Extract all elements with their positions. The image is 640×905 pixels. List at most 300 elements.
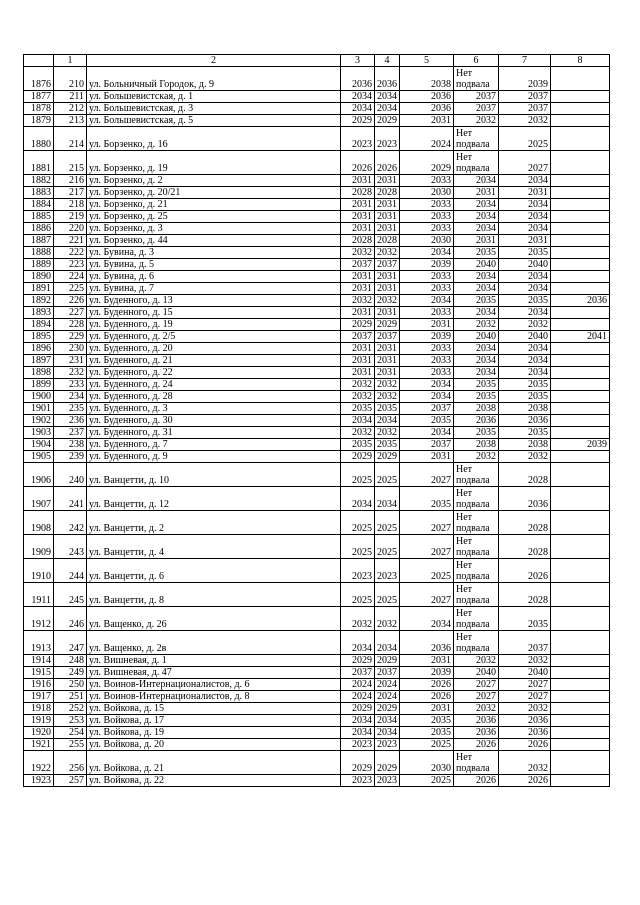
- col4-year-cell: 2025: [375, 583, 400, 607]
- table-row: [24, 103, 610, 115]
- table-row: [24, 727, 610, 739]
- col8-year-cell: [551, 355, 610, 367]
- col3-year-cell: 2035: [341, 403, 375, 415]
- col7-year-cell: 2034: [499, 175, 551, 187]
- col3-year-cell: 2028: [341, 187, 375, 199]
- col6-cell: 2035: [454, 247, 499, 259]
- header-cell-5: 5: [400, 55, 454, 67]
- row-number-cell: 1882: [24, 175, 54, 187]
- col5-year-cell: 2038: [400, 67, 454, 91]
- col8-year-cell: [551, 319, 610, 331]
- col4-year-cell: 2031: [375, 367, 400, 379]
- col6-cell: 2038: [454, 403, 499, 415]
- item-id-cell: 240: [54, 463, 87, 487]
- col7-year-cell: 2026: [499, 739, 551, 751]
- table-row: [24, 655, 610, 667]
- col5-year-cell: 2024: [400, 127, 454, 151]
- col6-cell: 2032: [454, 115, 499, 127]
- col5-year-cell: 2033: [400, 343, 454, 355]
- row-number-cell: 1906: [24, 463, 54, 487]
- row-number-cell: 1878: [24, 103, 54, 115]
- col3-year-cell: 2023: [341, 739, 375, 751]
- col5-year-cell: 2033: [400, 211, 454, 223]
- row-number-cell: 1910: [24, 559, 54, 583]
- col4-year-cell: 2031: [375, 199, 400, 211]
- col8-year-cell: 2041: [551, 331, 610, 343]
- col7-year-cell: 2039: [499, 67, 551, 91]
- col3-year-cell: 2034: [341, 715, 375, 727]
- row-number-cell: 1919: [24, 715, 54, 727]
- col4-year-cell: 2034: [375, 415, 400, 427]
- table-row: [24, 751, 610, 775]
- col3-year-cell: 2032: [341, 379, 375, 391]
- table-row: [24, 559, 610, 583]
- col4-year-cell: 2032: [375, 607, 400, 631]
- col6-cell: 2036: [454, 727, 499, 739]
- table-row: [24, 271, 610, 283]
- col7-year-cell: 2038: [499, 403, 551, 415]
- address-cell: ул. Бувина, д. 7: [87, 283, 341, 295]
- col7-year-cell: 2040: [499, 331, 551, 343]
- col5-year-cell: 2035: [400, 415, 454, 427]
- col3-year-cell: 2032: [341, 427, 375, 439]
- col8-year-cell: [551, 391, 610, 403]
- col6-cell: 2037: [454, 103, 499, 115]
- item-id-cell: 248: [54, 655, 87, 667]
- col5-year-cell: 2034: [400, 607, 454, 631]
- row-number-cell: 1881: [24, 151, 54, 175]
- address-cell: ул. Большевистская, д. 1: [87, 91, 341, 103]
- table-row: [24, 319, 610, 331]
- col4-year-cell: 2034: [375, 715, 400, 727]
- address-cell: ул. Буденного, д. 2/5: [87, 331, 341, 343]
- col7-year-cell: 2028: [499, 583, 551, 607]
- table-row: [24, 199, 610, 211]
- col6-cell: 2034: [454, 223, 499, 235]
- col4-year-cell: 2025: [375, 463, 400, 487]
- row-number-cell: 1884: [24, 199, 54, 211]
- col8-year-cell: [551, 211, 610, 223]
- address-cell: ул. Буденного, д. 15: [87, 307, 341, 319]
- item-id-cell: 210: [54, 67, 87, 91]
- col3-year-cell: 2025: [341, 511, 375, 535]
- col8-year-cell: [551, 679, 610, 691]
- col3-year-cell: 2029: [341, 751, 375, 775]
- col4-year-cell: 2035: [375, 439, 400, 451]
- col5-year-cell: 2034: [400, 295, 454, 307]
- col6-cell: 2040: [454, 331, 499, 343]
- col8-year-cell: [551, 427, 610, 439]
- table-row: [24, 343, 610, 355]
- row-number-cell: 1921: [24, 739, 54, 751]
- table-row: [24, 295, 610, 307]
- col6-cell: Нет подвала: [454, 535, 499, 559]
- item-id-cell: 244: [54, 559, 87, 583]
- row-number-cell: 1904: [24, 439, 54, 451]
- col5-year-cell: 2033: [400, 355, 454, 367]
- address-cell: ул. Ващенко, д. 26: [87, 607, 341, 631]
- col8-year-cell: [551, 703, 610, 715]
- col3-year-cell: 2024: [341, 691, 375, 703]
- col4-year-cell: 2036: [375, 67, 400, 91]
- table-row: [24, 307, 610, 319]
- col7-year-cell: 2028: [499, 535, 551, 559]
- col8-year-cell: [551, 451, 610, 463]
- col6-cell: 2031: [454, 235, 499, 247]
- row-number-cell: 1896: [24, 343, 54, 355]
- col6-cell: 2026: [454, 775, 499, 787]
- row-number-cell: 1899: [24, 379, 54, 391]
- col7-year-cell: 2027: [499, 691, 551, 703]
- col7-year-cell: 2027: [499, 679, 551, 691]
- schedule-table: [23, 54, 610, 787]
- col8-year-cell: [551, 751, 610, 775]
- col6-cell: 2032: [454, 655, 499, 667]
- col8-year-cell: [551, 559, 610, 583]
- table-row: [24, 415, 610, 427]
- col4-year-cell: 2035: [375, 403, 400, 415]
- col8-year-cell: [551, 115, 610, 127]
- header-cell-blank: [24, 55, 54, 67]
- col8-year-cell: [551, 691, 610, 703]
- address-cell: ул. Борзенко, д. 2: [87, 175, 341, 187]
- address-cell: ул. Ващенко, д. 2в: [87, 631, 341, 655]
- item-id-cell: 241: [54, 487, 87, 511]
- table-row: [24, 691, 610, 703]
- col8-year-cell: [551, 631, 610, 655]
- col6-cell: Нет подвала: [454, 487, 499, 511]
- address-cell: ул. Борзенко, д. 25: [87, 211, 341, 223]
- row-number-cell: 1897: [24, 355, 54, 367]
- header-cell-8: 8: [551, 55, 610, 67]
- col8-year-cell: [551, 607, 610, 631]
- col3-year-cell: 2029: [341, 451, 375, 463]
- col5-year-cell: 2027: [400, 583, 454, 607]
- col7-year-cell: 2035: [499, 391, 551, 403]
- col7-year-cell: 2035: [499, 295, 551, 307]
- col5-year-cell: 2036: [400, 103, 454, 115]
- item-id-cell: 237: [54, 427, 87, 439]
- col6-cell: Нет подвала: [454, 67, 499, 91]
- col4-year-cell: 2037: [375, 667, 400, 679]
- col7-year-cell: 2036: [499, 727, 551, 739]
- table-row: [24, 151, 610, 175]
- address-cell: ул. Больничный Городок, д. 9: [87, 67, 341, 91]
- col7-year-cell: 2036: [499, 487, 551, 511]
- col5-year-cell: 2031: [400, 655, 454, 667]
- table-row: [24, 211, 610, 223]
- address-cell: ул. Ванцетти, д. 4: [87, 535, 341, 559]
- row-number-cell: 1902: [24, 415, 54, 427]
- col5-year-cell: 2033: [400, 199, 454, 211]
- header-cell-7: 7: [499, 55, 551, 67]
- row-number-cell: 1913: [24, 631, 54, 655]
- table-row: [24, 115, 610, 127]
- table-row: [24, 775, 610, 787]
- col7-year-cell: 2034: [499, 367, 551, 379]
- item-id-cell: 234: [54, 391, 87, 403]
- col3-year-cell: 2031: [341, 307, 375, 319]
- row-number-cell: 1923: [24, 775, 54, 787]
- row-number-cell: 1907: [24, 487, 54, 511]
- col3-year-cell: 2031: [341, 283, 375, 295]
- col3-year-cell: 2031: [341, 223, 375, 235]
- col5-year-cell: 2027: [400, 511, 454, 535]
- col5-year-cell: 2034: [400, 247, 454, 259]
- row-number-cell: 1900: [24, 391, 54, 403]
- address-cell: ул. Буденного, д. 13: [87, 295, 341, 307]
- col8-year-cell: [551, 223, 610, 235]
- col3-year-cell: 2034: [341, 415, 375, 427]
- table-row: [24, 259, 610, 271]
- col8-year-cell: [551, 583, 610, 607]
- item-id-cell: 218: [54, 199, 87, 211]
- col7-year-cell: 2034: [499, 355, 551, 367]
- item-id-cell: 226: [54, 295, 87, 307]
- col7-year-cell: 2032: [499, 655, 551, 667]
- table-row: [24, 67, 610, 91]
- item-id-cell: 238: [54, 439, 87, 451]
- address-cell: ул. Буденного, д. 7: [87, 439, 341, 451]
- col3-year-cell: 2036: [341, 67, 375, 91]
- col4-year-cell: 2029: [375, 655, 400, 667]
- address-cell: ул. Войкова, д. 21: [87, 751, 341, 775]
- col3-year-cell: 2023: [341, 775, 375, 787]
- col7-year-cell: 2034: [499, 271, 551, 283]
- col4-year-cell: 2024: [375, 679, 400, 691]
- address-cell: ул. Буденного, д. 30: [87, 415, 341, 427]
- col7-year-cell: 2035: [499, 427, 551, 439]
- address-cell: ул. Борзенко, д. 20/21: [87, 187, 341, 199]
- item-id-cell: 215: [54, 151, 87, 175]
- col6-cell: 2031: [454, 187, 499, 199]
- address-cell: ул. Бувина, д. 6: [87, 271, 341, 283]
- col7-year-cell: 2038: [499, 439, 551, 451]
- table-row: [24, 511, 610, 535]
- item-id-cell: 230: [54, 343, 87, 355]
- col7-year-cell: 2031: [499, 187, 551, 199]
- col8-year-cell: [551, 343, 610, 355]
- col3-year-cell: 2029: [341, 115, 375, 127]
- col4-year-cell: 2037: [375, 259, 400, 271]
- col6-cell: 2040: [454, 667, 499, 679]
- col5-year-cell: 2035: [400, 715, 454, 727]
- header-cell-1: 1: [54, 55, 87, 67]
- col6-cell: 2027: [454, 691, 499, 703]
- col6-cell: 2032: [454, 451, 499, 463]
- table-row: [24, 739, 610, 751]
- col3-year-cell: 2037: [341, 331, 375, 343]
- col6-cell: 2038: [454, 439, 499, 451]
- col7-year-cell: 2035: [499, 247, 551, 259]
- col6-cell: 2034: [454, 283, 499, 295]
- col5-year-cell: 2031: [400, 703, 454, 715]
- col3-year-cell: 2028: [341, 235, 375, 247]
- col4-year-cell: 2034: [375, 727, 400, 739]
- address-cell: ул. Ванцетти, д. 2: [87, 511, 341, 535]
- row-number-cell: 1892: [24, 295, 54, 307]
- col8-year-cell: [551, 535, 610, 559]
- col4-year-cell: 2023: [375, 775, 400, 787]
- table-row: [24, 535, 610, 559]
- col6-cell: Нет подвала: [454, 511, 499, 535]
- row-number-cell: 1893: [24, 307, 54, 319]
- col4-year-cell: 2029: [375, 451, 400, 463]
- col4-year-cell: 2037: [375, 331, 400, 343]
- row-number-cell: 1903: [24, 427, 54, 439]
- col4-year-cell: 2024: [375, 691, 400, 703]
- col5-year-cell: 2030: [400, 751, 454, 775]
- col8-year-cell: [551, 175, 610, 187]
- address-cell: ул. Буденного, д. 24: [87, 379, 341, 391]
- col8-year-cell: [551, 187, 610, 199]
- col7-year-cell: 2028: [499, 511, 551, 535]
- col5-year-cell: 2025: [400, 739, 454, 751]
- col6-cell: Нет подвала: [454, 127, 499, 151]
- row-number-cell: 1911: [24, 583, 54, 607]
- row-number-cell: 1877: [24, 91, 54, 103]
- col6-cell: 2034: [454, 307, 499, 319]
- col6-cell: 2027: [454, 679, 499, 691]
- address-cell: ул. Большевистская, д. 5: [87, 115, 341, 127]
- col3-year-cell: 2031: [341, 367, 375, 379]
- col4-year-cell: 2028: [375, 235, 400, 247]
- col4-year-cell: 2029: [375, 751, 400, 775]
- col8-year-cell: 2036: [551, 295, 610, 307]
- col4-year-cell: 2034: [375, 103, 400, 115]
- item-id-cell: 249: [54, 667, 87, 679]
- col3-year-cell: 2037: [341, 259, 375, 271]
- address-cell: ул. Борзенко, д. 16: [87, 127, 341, 151]
- table-row: [24, 223, 610, 235]
- address-cell: ул. Буденного, д. 9: [87, 451, 341, 463]
- address-cell: ул. Ванцетти, д. 8: [87, 583, 341, 607]
- col5-year-cell: 2030: [400, 187, 454, 199]
- col6-cell: Нет подвала: [454, 463, 499, 487]
- col8-year-cell: [551, 199, 610, 211]
- address-cell: ул. Вишневая, д. 47: [87, 667, 341, 679]
- col5-year-cell: 2036: [400, 631, 454, 655]
- table-row: [24, 127, 610, 151]
- item-id-cell: 242: [54, 511, 87, 535]
- row-number-cell: 1905: [24, 451, 54, 463]
- col5-year-cell: 2027: [400, 535, 454, 559]
- col8-year-cell: [551, 727, 610, 739]
- col8-year-cell: [551, 511, 610, 535]
- table-row: [24, 487, 610, 511]
- col4-year-cell: 2034: [375, 91, 400, 103]
- col6-cell: 2035: [454, 391, 499, 403]
- table-row: [24, 403, 610, 415]
- address-cell: ул. Воинов-Интернационалистов, д. 6: [87, 679, 341, 691]
- header-cell-4: 4: [375, 55, 400, 67]
- col3-year-cell: 2024: [341, 679, 375, 691]
- row-number-cell: 1901: [24, 403, 54, 415]
- col3-year-cell: 2034: [341, 103, 375, 115]
- col5-year-cell: 2025: [400, 559, 454, 583]
- address-cell: ул. Буденного, д. 21: [87, 355, 341, 367]
- item-id-cell: 232: [54, 367, 87, 379]
- address-cell: ул. Буденного, д. 28: [87, 391, 341, 403]
- col5-year-cell: 2034: [400, 379, 454, 391]
- col7-year-cell: 2035: [499, 379, 551, 391]
- col3-year-cell: 2031: [341, 199, 375, 211]
- item-id-cell: 253: [54, 715, 87, 727]
- address-cell: ул. Буденного, д. 20: [87, 343, 341, 355]
- table-row: [24, 451, 610, 463]
- table-row: [24, 715, 610, 727]
- table-row: [24, 331, 610, 343]
- address-cell: ул. Большевистская, д. 3: [87, 103, 341, 115]
- item-id-cell: 257: [54, 775, 87, 787]
- item-id-cell: 251: [54, 691, 87, 703]
- address-cell: ул. Бувина, д. 5: [87, 259, 341, 271]
- table-row: [24, 703, 610, 715]
- col7-year-cell: 2034: [499, 211, 551, 223]
- col5-year-cell: 2035: [400, 487, 454, 511]
- col7-year-cell: 2040: [499, 667, 551, 679]
- item-id-cell: 254: [54, 727, 87, 739]
- col5-year-cell: 2026: [400, 691, 454, 703]
- row-number-cell: 1888: [24, 247, 54, 259]
- col8-year-cell: [551, 271, 610, 283]
- col6-cell: 2034: [454, 211, 499, 223]
- col4-year-cell: 2029: [375, 703, 400, 715]
- item-id-cell: 217: [54, 187, 87, 199]
- col4-year-cell: 2032: [375, 247, 400, 259]
- col8-year-cell: [551, 739, 610, 751]
- col5-year-cell: 2037: [400, 403, 454, 415]
- row-number-cell: 1898: [24, 367, 54, 379]
- col3-year-cell: 2034: [341, 727, 375, 739]
- col3-year-cell: 2025: [341, 583, 375, 607]
- col4-year-cell: 2034: [375, 631, 400, 655]
- item-id-cell: 250: [54, 679, 87, 691]
- table-row: [24, 607, 610, 631]
- col4-year-cell: 2031: [375, 283, 400, 295]
- col3-year-cell: 2025: [341, 463, 375, 487]
- row-number-cell: 1880: [24, 127, 54, 151]
- row-number-cell: 1917: [24, 691, 54, 703]
- item-id-cell: 219: [54, 211, 87, 223]
- col3-year-cell: 2025: [341, 535, 375, 559]
- item-id-cell: 243: [54, 535, 87, 559]
- col8-year-cell: [551, 127, 610, 151]
- col6-cell: Нет подвала: [454, 751, 499, 775]
- col7-year-cell: 2036: [499, 715, 551, 727]
- address-cell: ул. Буденного, д. 22: [87, 367, 341, 379]
- table-row: [24, 175, 610, 187]
- col4-year-cell: 2023: [375, 127, 400, 151]
- col6-cell: 2037: [454, 91, 499, 103]
- address-cell: ул. Войкова, д. 19: [87, 727, 341, 739]
- col3-year-cell: 2031: [341, 175, 375, 187]
- col6-cell: Нет подвала: [454, 583, 499, 607]
- col5-year-cell: 2039: [400, 259, 454, 271]
- row-number-cell: 1894: [24, 319, 54, 331]
- col4-year-cell: 2023: [375, 739, 400, 751]
- col6-cell: Нет подвала: [454, 151, 499, 175]
- col7-year-cell: 2034: [499, 307, 551, 319]
- item-id-cell: 231: [54, 355, 87, 367]
- row-number-cell: 1908: [24, 511, 54, 535]
- col4-year-cell: 2029: [375, 115, 400, 127]
- col5-year-cell: 2033: [400, 367, 454, 379]
- address-cell: ул. Борзенко, д. 44: [87, 235, 341, 247]
- col6-cell: 2034: [454, 271, 499, 283]
- col6-cell: Нет подвала: [454, 559, 499, 583]
- col4-year-cell: 2032: [375, 427, 400, 439]
